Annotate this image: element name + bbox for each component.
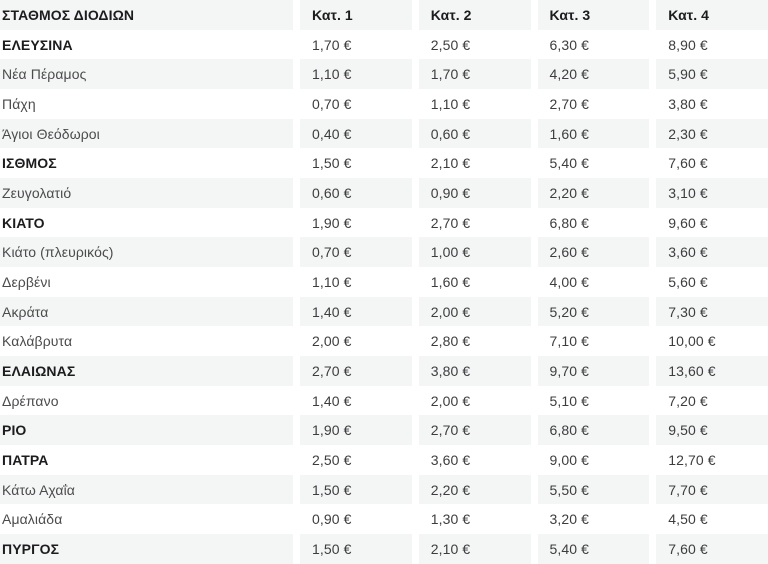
- station-name: Νέα Πέραμος: [2, 66, 87, 83]
- price-cat2: 2,80 €: [412, 326, 531, 356]
- price-cat2: 2,50 €: [412, 30, 531, 60]
- table-row: [0, 386, 768, 416]
- price-cat4: 4,50 €: [649, 504, 768, 534]
- price-cat4: 5,90 €: [649, 59, 768, 89]
- price-cat1: 0,70 €: [293, 89, 412, 119]
- price-cat3: 9,00 €: [531, 445, 650, 475]
- table-row: [0, 237, 768, 267]
- station-name: ΡΙΟ: [2, 422, 27, 439]
- price-cat1: 1,40 €: [293, 386, 412, 416]
- price-cat3: 4,00 €: [531, 267, 650, 297]
- station-name: Καλάβρυτα: [2, 333, 73, 350]
- station-name: Κιάτο (πλευρικός): [2, 244, 114, 261]
- column-header-cat2: Κατ. 2: [412, 0, 531, 30]
- station-name: Άγιοι Θεόδωροι: [2, 125, 100, 142]
- table-row: [0, 59, 768, 89]
- price-cat4: 13,60 €: [649, 356, 768, 386]
- station-name: Πάχη: [2, 95, 36, 112]
- price-cat3: 2,20 €: [531, 178, 650, 208]
- price-cat4: 10,00 €: [649, 326, 768, 356]
- column-header-cat3: Κατ. 3: [531, 0, 650, 30]
- price-cat1: 1,90 €: [293, 208, 412, 238]
- station-name: ΠΥΡΓΟΣ: [2, 540, 60, 557]
- price-cat1: 1,50 €: [293, 475, 412, 505]
- price-cat1: 2,70 €: [293, 356, 412, 386]
- price-cat2: 1,30 €: [412, 504, 531, 534]
- price-cat3: 3,20 €: [531, 504, 650, 534]
- price-cat2: 3,80 €: [412, 356, 531, 386]
- price-cat2: 1,10 €: [412, 89, 531, 119]
- station-name: ΕΛΕΥΣΙΝΑ: [2, 36, 73, 53]
- price-cat2: 2,70 €: [412, 415, 531, 445]
- column-header-cat1: Κατ. 1: [293, 0, 412, 30]
- price-cat3: 6,80 €: [531, 415, 650, 445]
- table-row: [0, 356, 768, 386]
- table-row: [0, 415, 768, 445]
- column-header-station: ΣΤΑΘΜΟΣ ΔΙΟΔΙΩΝ: [2, 6, 135, 23]
- price-cat2: 1,00 €: [412, 237, 531, 267]
- price-cat3: 2,70 €: [531, 89, 650, 119]
- price-cat2: 0,90 €: [412, 178, 531, 208]
- price-cat4: 7,30 €: [649, 297, 768, 327]
- table-row: [0, 326, 768, 356]
- price-cat3: 5,20 €: [531, 297, 650, 327]
- price-cat1: 1,90 €: [293, 415, 412, 445]
- price-cat2: 2,20 €: [412, 475, 531, 505]
- station-name: ΕΛΑΙΩΝΑΣ: [2, 362, 76, 379]
- price-cat1: 0,40 €: [293, 119, 412, 149]
- price-cat2: 2,00 €: [412, 297, 531, 327]
- price-cat1: 0,70 €: [293, 237, 412, 267]
- table-row: [0, 208, 768, 238]
- price-cat4: 9,60 €: [649, 208, 768, 238]
- price-cat3: 1,60 €: [531, 119, 650, 149]
- price-cat3: 4,20 €: [531, 59, 650, 89]
- price-cat1: 1,70 €: [293, 30, 412, 60]
- station-name: Αμαλιάδα: [2, 511, 63, 528]
- table-row: [0, 119, 768, 149]
- price-cat2: 3,60 €: [412, 445, 531, 475]
- price-cat1: 1,10 €: [293, 267, 412, 297]
- price-cat4: 3,80 €: [649, 89, 768, 119]
- price-cat4: 2,30 €: [649, 119, 768, 149]
- price-cat4: 7,70 €: [649, 475, 768, 505]
- price-cat2: 1,60 €: [412, 267, 531, 297]
- price-cat1: 2,00 €: [293, 326, 412, 356]
- price-cat4: 9,50 €: [649, 415, 768, 445]
- station-name: Κάτω Αχαΐα: [2, 481, 75, 498]
- table-row: [0, 267, 768, 297]
- table-row: [0, 445, 768, 475]
- price-cat4: 3,10 €: [649, 178, 768, 208]
- table-row: [0, 534, 768, 564]
- table-row: [0, 148, 768, 178]
- table-row: [0, 475, 768, 505]
- price-cat3: 6,80 €: [531, 208, 650, 238]
- price-cat2: 2,00 €: [412, 386, 531, 416]
- station-name: ΚΙΑΤΟ: [2, 214, 45, 231]
- station-name: Δρέπανο: [2, 392, 59, 409]
- column-header-cat4: Κατ. 4: [649, 0, 768, 30]
- price-cat3: 7,10 €: [531, 326, 650, 356]
- price-cat2: 2,10 €: [412, 534, 531, 564]
- price-cat1: 1,50 €: [293, 148, 412, 178]
- price-cat4: 8,90 €: [649, 30, 768, 60]
- price-cat3: 5,40 €: [531, 534, 650, 564]
- station-name: Δερβένι: [2, 273, 51, 290]
- price-cat4: 7,20 €: [649, 386, 768, 416]
- table-row: [0, 30, 768, 60]
- price-cat3: 5,50 €: [531, 475, 650, 505]
- price-cat2: 2,70 €: [412, 208, 531, 238]
- price-cat1: 1,40 €: [293, 297, 412, 327]
- price-cat4: 5,60 €: [649, 267, 768, 297]
- table-body: [0, 30, 768, 564]
- price-cat3: 6,30 €: [531, 30, 650, 60]
- price-cat2: 1,70 €: [412, 59, 531, 89]
- price-cat2: 0,60 €: [412, 119, 531, 149]
- table-row: [0, 504, 768, 534]
- table-header-row: [0, 0, 768, 30]
- price-cat1: 0,60 €: [293, 178, 412, 208]
- station-name: Ζευγολατιό: [2, 184, 72, 201]
- price-cat4: 7,60 €: [649, 148, 768, 178]
- price-cat1: 2,50 €: [293, 445, 412, 475]
- price-cat3: 9,70 €: [531, 356, 650, 386]
- price-cat3: 5,40 €: [531, 148, 650, 178]
- price-cat1: 0,90 €: [293, 504, 412, 534]
- station-name: Ακράτα: [2, 303, 49, 320]
- table-row: [0, 89, 768, 119]
- price-cat4: 3,60 €: [649, 237, 768, 267]
- price-cat3: 2,60 €: [531, 237, 650, 267]
- price-cat3: 5,10 €: [531, 386, 650, 416]
- price-cat2: 2,10 €: [412, 148, 531, 178]
- station-name: ΠΑΤΡΑ: [2, 451, 49, 468]
- price-cat1: 1,50 €: [293, 534, 412, 564]
- price-cat4: 12,70 €: [649, 445, 768, 475]
- price-cat1: 1,10 €: [293, 59, 412, 89]
- table-row: [0, 178, 768, 208]
- price-cat4: 7,60 €: [649, 534, 768, 564]
- station-name: ΙΣΘΜΟΣ: [2, 155, 57, 172]
- table-row: [0, 297, 768, 327]
